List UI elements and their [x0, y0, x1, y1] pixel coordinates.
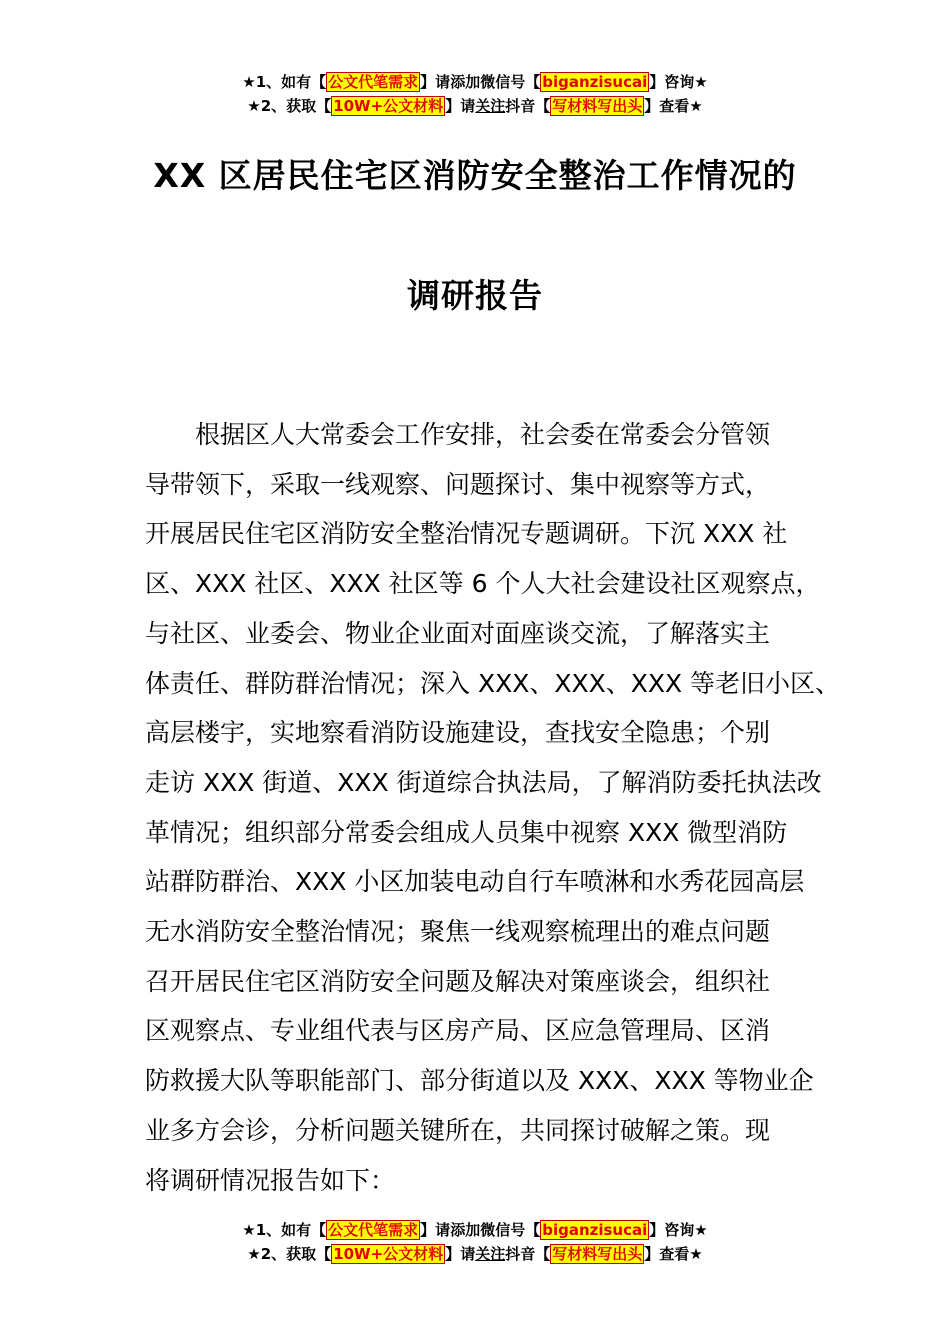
promo-text: 】查看★: [644, 1245, 703, 1263]
promo-line-1: [0, 70, 950, 94]
promo-text: 抖音【: [505, 97, 551, 115]
promo-highlight: biganzisucai: [542, 1221, 648, 1239]
promo-highlight: 公文代笔需求: [328, 73, 419, 91]
top-promo-banner: [0, 70, 950, 118]
body-line: 区、XXX 社区、XXX 社区等 6 个人大社会建设社区观察点，: [145, 569, 821, 599]
promo-text: 微信号【: [480, 73, 541, 91]
promo-highlight: 10W+公文材料: [333, 1245, 444, 1263]
promo-highlight: biganzisucai: [542, 73, 648, 91]
promo-text: 】咨询★: [649, 1221, 708, 1239]
promo-emphasis: 关注: [475, 1245, 506, 1263]
promo-text: ★2、获取【: [247, 97, 332, 115]
body-line: 体责任、群防群治情况；深入 XXX、XXX、XXX 等老旧小区、: [145, 668, 841, 698]
promo-text: 抖音【: [505, 1245, 551, 1263]
promo-text: 】请: [445, 97, 476, 115]
promo-text: 】查看★: [644, 97, 703, 115]
body-line: 将调研情况报告如下：: [145, 1165, 396, 1195]
promo-text: 】请: [420, 73, 451, 91]
promo-text: ★1、如有【: [242, 73, 327, 91]
promo-emphasis: 添加: [450, 1221, 481, 1239]
body-line: 防救援大队等职能部门、部分街道以及 XXX、XXX 等物业企: [145, 1066, 814, 1096]
body-line: 革情况；组织部分常委会组成人员集中视察 XXX 微型消防: [145, 817, 788, 847]
bottom-promo-banner: [0, 1218, 950, 1266]
body-line: 开展居民住宅区消防安全整治情况专题调研。下沉 XXX 社: [145, 519, 788, 549]
body-line: 业多方会诊，分析问题关键所在，共同探讨破解之策。现: [145, 1115, 771, 1145]
body-line: 无水消防安全整治情况；聚焦一线观察梳理出的难点问题: [145, 917, 771, 947]
promo-text: ★1、如有【: [242, 1221, 327, 1239]
document-body: [145, 410, 841, 1205]
promo-text: 】请: [445, 1245, 476, 1263]
body-line: 区观察点、专业组代表与区房产局、区应急管理局、区消: [145, 1016, 771, 1046]
document-title-line-2: 调研报告: [407, 276, 543, 315]
promo-highlight: 写材料写出头: [552, 1245, 643, 1263]
promo-text: 微信号【: [480, 1221, 541, 1239]
body-line: 导带领下，采取一线观察、问题探讨、集中视察等方式，: [145, 469, 771, 499]
body-line: 根据区人大常委会工作安排，社会委在常委会分管领: [195, 420, 771, 449]
body-line: 与社区、业委会、物业企业面对面座谈交流，了解落实主: [145, 618, 771, 648]
promo-emphasis: 关注: [475, 97, 506, 115]
promo-line-2: [0, 94, 950, 118]
promo-highlight: 公文代笔需求: [328, 1221, 419, 1239]
body-line: 走访 XXX 街道、XXX 街道综合执法局，了解消防委托执法改: [145, 767, 822, 797]
promo-text: 】请: [420, 1221, 451, 1239]
promo-text: ★2、获取【: [247, 1245, 332, 1263]
promo-highlight: 10W+公文材料: [333, 97, 444, 115]
document-title-line-1: XX 区居民住宅区消防安全整治工作情况的: [153, 156, 797, 195]
body-line: 高层楼宇，实地察看消防设施建设，查找安全隐患；个别: [145, 718, 771, 748]
body-line: 召开居民住宅区消防安全问题及解决对策座谈会，组织社: [145, 966, 771, 996]
promo-text: 】咨询★: [649, 73, 708, 91]
promo-line-1: [0, 1218, 950, 1242]
promo-highlight: 写材料写出头: [552, 97, 643, 115]
promo-line-2: [0, 1242, 950, 1266]
body-line: 站群防群治、XXX 小区加装电动自行车喷淋和水秀花园高层: [145, 867, 805, 897]
promo-emphasis: 添加: [450, 73, 481, 91]
